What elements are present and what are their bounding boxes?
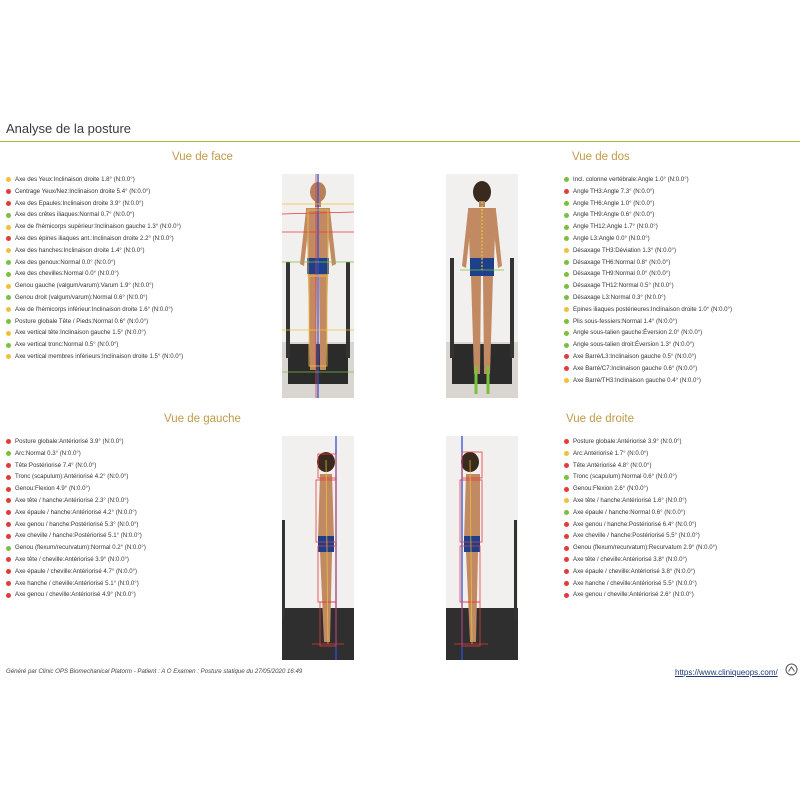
- measurement-label: Axe tête / cheville :: [573, 554, 622, 566]
- status-dot-icon: [6, 546, 11, 551]
- measurement-label: Axe des Epaules :: [15, 198, 62, 210]
- measurement-value: Inclinaison gauche 1.5° (N:0.0°): [60, 329, 146, 337]
- measurement-label: Posture globale :: [15, 436, 59, 448]
- status-dot-icon: [564, 475, 569, 480]
- status-dot-icon: [564, 295, 569, 300]
- measurement-item: [6, 495, 146, 507]
- measurement-item: [6, 460, 146, 472]
- measurement-label: Axe cheville / hanche :: [573, 530, 632, 542]
- measurement-value: Postériorisé 6.4° (N:0.0°): [628, 520, 697, 528]
- person-front-view-photo: [282, 174, 354, 398]
- status-dot-icon: [564, 213, 569, 218]
- status-dot-icon: [6, 522, 11, 527]
- status-dot-icon: [6, 510, 11, 515]
- status-dot-icon: [6, 319, 11, 324]
- measurement-value: Antériorisé 2.3° (N:0.0°): [64, 496, 129, 504]
- person-back-view-photo: [446, 174, 518, 398]
- measurement-label: Désaxage L3 :: [573, 292, 611, 304]
- measurement-item: [6, 198, 183, 210]
- status-dot-icon: [564, 569, 569, 574]
- measurement-value: Recurvatum 2.9° (N:0.0°): [648, 544, 718, 552]
- measurement-label: Axe Barré/L3 :: [573, 351, 610, 363]
- measurement-item: [564, 233, 732, 245]
- measurement-label: Epines iliaques postérieures :: [573, 304, 651, 316]
- measurement-label: Axe des épines iliaques ant. :: [15, 233, 93, 245]
- status-dot-icon: [564, 546, 569, 551]
- measurement-value: Normal 0.7° (N:0.0°): [79, 211, 135, 219]
- measurement-value: Antériorisé 1.6° (N:0.0°): [622, 496, 687, 504]
- status-dot-icon: [564, 581, 569, 586]
- measurement-value: Inclinaison droite 1.8° (N:0.0°): [53, 176, 135, 183]
- measurement-value: Normal 0.0° (N:0.0°): [63, 270, 119, 278]
- status-dot-icon: [564, 522, 569, 527]
- measurement-item: [6, 530, 146, 542]
- status-dot-icon: [6, 439, 11, 444]
- measurement-value: Éversion 1.3° (N:0.0°): [635, 341, 695, 349]
- measurement-value: Normal 0.6° (N:0.0°): [93, 317, 149, 325]
- status-dot-icon: [6, 213, 11, 218]
- status-dot-icon: [564, 201, 569, 206]
- measurement-label: Tête :: [15, 460, 29, 472]
- status-dot-icon: [6, 581, 11, 586]
- measurement-value: Inclinaison gauche 0.5° (N:0.0°): [610, 352, 697, 360]
- measurement-item: [6, 507, 146, 519]
- measurement-item: [564, 578, 717, 590]
- measurement-item: [564, 589, 717, 601]
- person-left-side-view-photo: [282, 436, 354, 660]
- measurement-value: Normal 0.6° (N:0.0°): [621, 473, 677, 481]
- measurement-item: [6, 233, 183, 245]
- measurement-label: Arc :: [15, 448, 26, 460]
- measurement-label: Angle TH9 :: [573, 209, 603, 221]
- measurement-value: Antériorisé 3.9° (N:0.0°): [617, 438, 682, 445]
- measurement-value: Postériorisé 7.4° (N:0.0°): [28, 461, 97, 469]
- status-dot-icon: [564, 487, 569, 492]
- list-vue-de-face: [6, 174, 183, 363]
- measurement-value: Antériorisé 3.8° (N:0.0°): [630, 567, 696, 575]
- status-dot-icon: [564, 510, 569, 515]
- measurement-item: [6, 280, 183, 292]
- measurement-item: [564, 460, 717, 472]
- measurement-label: Angle sous-talien gauche :: [573, 327, 643, 339]
- measurement-value: Antériorisé 1.7° (N:0.0°): [583, 449, 649, 457]
- measurement-label: Axe épaule / hanche :: [15, 507, 72, 519]
- page-title: Analyse de la posture: [6, 121, 132, 136]
- status-dot-icon: [6, 260, 11, 265]
- measurement-item: [564, 351, 732, 363]
- measurement-value: Antériorisé 2.6° (N:0.0°): [629, 591, 694, 599]
- measurement-value: Varum 1.9° (N:0.0°): [100, 282, 154, 290]
- measurement-label: Axe genou / cheville :: [573, 589, 629, 601]
- status-dot-icon: [564, 439, 569, 444]
- measurement-item: [6, 589, 146, 601]
- list-vue-de-gauche: [6, 436, 146, 601]
- measurement-label: Angle L3 :: [573, 233, 599, 245]
- measurement-value: Postériorisé 5.3° (N:0.0°): [70, 520, 139, 528]
- measurement-item: [6, 339, 183, 351]
- measurement-label: Angle TH3 :: [573, 186, 603, 198]
- status-dot-icon: [564, 331, 569, 336]
- measurement-label: Axe épaule / hanche :: [573, 507, 630, 519]
- measurement-value: Inclinaison droite 1.6° (N:0.0°): [91, 305, 173, 313]
- measurement-item: [6, 186, 183, 198]
- measurement-label: Posture globale Tête / Pieds :: [15, 316, 93, 328]
- status-dot-icon: [564, 189, 569, 194]
- measurement-value: Inclinaison gauche 1.3° (N:0.0°): [95, 223, 181, 231]
- measurement-label: Arc :: [573, 448, 584, 460]
- measurement-label: Axe hanche / cheville :: [573, 578, 632, 590]
- measurement-item: [6, 327, 183, 339]
- status-dot-icon: [564, 236, 569, 241]
- status-dot-icon: [6, 331, 11, 336]
- measurement-value: Inclinaison droite 3.9° (N:0.0°): [62, 199, 144, 207]
- status-dot-icon: [564, 498, 569, 503]
- measurement-label: Désaxage TH9 :: [573, 268, 615, 280]
- measurement-item: [564, 245, 732, 257]
- measurement-value: Antériorisé 4.2° (N:0.0°): [63, 473, 129, 481]
- measurement-value: Inclinaison droite 5.4° (N:0.0°): [69, 187, 151, 195]
- measurement-value: Normal 0.0° (N:0.0°): [615, 270, 671, 278]
- measurement-label: Axe des hanches :: [15, 245, 63, 257]
- measurement-value: Angle 7.3° (N:0.0°): [603, 187, 655, 195]
- measurement-label: Tronc (scapulum) :: [573, 471, 622, 483]
- status-dot-icon: [6, 189, 11, 194]
- footer-generated-text: Généré par Clinic OPS Biomechanical Platorm - Patient : A O Examen : Posture statique du 27/05/2020 16:49: [6, 668, 303, 675]
- measurement-value: Inclinaison gauche 0.6° (N:0.0°): [611, 364, 698, 372]
- status-dot-icon: [564, 307, 569, 312]
- measurement-value: Antériorisé 4.2° (N:0.0°): [72, 508, 137, 516]
- measurement-value: Normal 0.5° (N:0.0°): [63, 341, 119, 349]
- measurement-value: Angle 1.0° (N:0.0°): [637, 176, 689, 183]
- measurement-label: Axe épaule / cheville :: [573, 566, 631, 578]
- status-dot-icon: [6, 498, 11, 503]
- measurement-label: Angle TH6 :: [573, 198, 603, 210]
- status-dot-icon: [6, 248, 11, 253]
- measurement-item: [6, 174, 183, 186]
- heading-vue-de-gauche: Vue de gauche: [164, 413, 241, 425]
- measurement-label: Axe tête / cheville :: [15, 554, 64, 566]
- status-dot-icon: [564, 343, 569, 348]
- measurement-value: Normal 0.0° (N:0.0°): [60, 258, 116, 266]
- measurement-item: [6, 578, 146, 590]
- measurement-item: [6, 268, 183, 280]
- measurement-item: [564, 327, 732, 339]
- status-dot-icon: [6, 534, 11, 539]
- measurement-label: Axe vertical membres inférieurs :: [15, 351, 102, 363]
- measurement-value: Normal 0.6° (N:0.0°): [630, 508, 686, 516]
- measurement-label: Tronc (scapulum) :: [15, 471, 64, 483]
- measurement-item: [564, 507, 717, 519]
- measurement-label: Axe genou / cheville :: [15, 589, 71, 601]
- status-dot-icon: [564, 260, 569, 265]
- measurement-label: Angle TH12 :: [573, 221, 607, 233]
- clinic-ops-logo-icon: [785, 663, 798, 676]
- status-dot-icon: [6, 569, 11, 574]
- status-dot-icon: [564, 354, 569, 359]
- measurement-item: [6, 554, 146, 566]
- measurement-item: [564, 280, 732, 292]
- status-dot-icon: [564, 534, 569, 539]
- measurement-item: [564, 519, 717, 531]
- status-dot-icon: [564, 272, 569, 277]
- measurement-item: [564, 471, 717, 483]
- measurement-label: Angle sous-talien droit :: [573, 339, 635, 351]
- measurement-label: Genou :: [15, 483, 35, 495]
- list-vue-de-dos: [564, 174, 732, 386]
- status-dot-icon: [6, 201, 11, 206]
- measurement-value: Antériorisé 5.5° (N:0.0°): [632, 579, 697, 587]
- measurement-item: [564, 363, 732, 375]
- measurement-label: Axe des Yeux :: [15, 174, 54, 186]
- measurement-value: Antériorisé 4.8° (N:0.0°): [586, 461, 652, 469]
- status-dot-icon: [6, 272, 11, 277]
- measurement-item: [564, 530, 717, 542]
- status-dot-icon: [564, 593, 569, 598]
- measurement-value: Flexion 2.6° (N:0.0°): [593, 485, 648, 493]
- measurement-item: [564, 495, 717, 507]
- measurement-item: [6, 209, 183, 221]
- measurement-item: [564, 221, 732, 233]
- measurement-item: [564, 186, 732, 198]
- status-dot-icon: [6, 475, 11, 480]
- measurement-value: Antériorisé 3.9° (N:0.0°): [59, 438, 124, 445]
- measurement-value: Normal 0.2° (N:0.0°): [90, 544, 146, 552]
- measurement-item: [6, 221, 183, 233]
- measurement-label: Genou (flexum/recurvatum) :: [573, 542, 649, 554]
- status-dot-icon: [6, 487, 11, 492]
- measurement-label: Axe Barré/TH3 :: [573, 375, 615, 387]
- measurement-value: Angle 0.6° (N:0.0°): [603, 211, 655, 219]
- measurement-label: Axe tête / hanche :: [573, 495, 622, 507]
- measurement-value: Normal 0.5° (N:0.0°): [618, 282, 674, 290]
- measurement-value: Postériorisé 5.1° (N:0.0°): [74, 532, 142, 540]
- status-dot-icon: [6, 343, 11, 348]
- measurement-value: Normal 0.3° (N:0.0°): [610, 293, 666, 301]
- measurement-label: Posture globale :: [573, 436, 617, 448]
- measurement-label: Genou droit (valgum/varum) :: [15, 292, 93, 304]
- measurement-label: Axe hanche / cheville :: [15, 578, 74, 590]
- status-dot-icon: [564, 557, 569, 562]
- measurement-value: Flexion 4.9° (N:0.0°): [35, 485, 90, 493]
- status-dot-icon: [564, 378, 569, 383]
- status-dot-icon: [6, 177, 11, 182]
- person-right-side-view-photo: [446, 436, 518, 660]
- measurement-item: [564, 257, 732, 269]
- measurement-item: [6, 304, 183, 316]
- measurement-item: [564, 566, 717, 578]
- measurement-item: [564, 448, 717, 460]
- measurement-item: [564, 436, 717, 448]
- measurement-value: Antériorisé 4.9° (N:0.0°): [71, 591, 136, 599]
- measurement-label: Désaxage TH6 :: [573, 257, 615, 269]
- measurement-label: Plis sous-fessiers :: [573, 316, 622, 328]
- status-dot-icon: [6, 307, 11, 312]
- measurement-label: Genou :: [573, 483, 593, 495]
- measurement-value: Postériorisé 5.5° (N:0.0°): [632, 532, 700, 540]
- measurement-label: Genou (flexum/recurvatum) :: [15, 542, 91, 554]
- measurement-label: Incl. colonne vertébrale :: [573, 174, 638, 186]
- measurement-label: Axe des crêtes iliaques :: [15, 209, 79, 221]
- status-dot-icon: [6, 354, 11, 359]
- measurement-item: [6, 519, 146, 531]
- measurement-label: Centrage Yeux/Nez :: [15, 186, 69, 198]
- heading-vue-de-face: Vue de face: [172, 151, 233, 163]
- measurement-label: Axe tête / hanche :: [15, 495, 64, 507]
- measurement-item: [6, 566, 146, 578]
- status-dot-icon: [6, 295, 11, 300]
- measurement-label: Axe des genoux :: [15, 257, 60, 269]
- measurement-label: Axe cheville / hanche :: [15, 530, 74, 542]
- measurement-value: Angle 1.0° (N:0.0°): [603, 199, 655, 207]
- measurement-value: Inclinaison droite 1.0° (N:0.0°): [650, 305, 733, 313]
- measurement-value: Normal 0.3° (N:0.0°): [25, 449, 81, 457]
- measurement-item: [564, 542, 717, 554]
- measurement-value: Inclinaison droite 1.5° (N:0.0°): [102, 352, 184, 360]
- status-dot-icon: [6, 284, 11, 289]
- measurement-item: [564, 483, 717, 495]
- measurement-item: [6, 542, 146, 554]
- measurement-item: [6, 483, 146, 495]
- measurement-label: Désaxage TH12 :: [573, 280, 619, 292]
- measurement-label: Axe de l'hémicorps inférieur :: [15, 304, 92, 316]
- measurement-item: [564, 554, 717, 566]
- measurement-item: [6, 257, 183, 269]
- measurement-value: Normal 0.8° (N:0.0°): [615, 258, 671, 266]
- measurement-item: [6, 351, 183, 363]
- measurement-label: Axe de l'hémicorps supérieur :: [15, 221, 95, 233]
- status-dot-icon: [564, 319, 569, 324]
- measurement-label: Désaxage TH3 :: [573, 245, 615, 257]
- measurement-item: [6, 436, 146, 448]
- heading-vue-de-dos: Vue de dos: [572, 151, 630, 163]
- measurement-value: Normal 0.6° (N:0.0°): [92, 293, 148, 301]
- measurement-value: Éversion 2.0° (N:0.0°): [643, 329, 703, 337]
- measurement-label: Axe vertical tronc :: [15, 339, 63, 351]
- status-dot-icon: [564, 225, 569, 230]
- status-dot-icon: [564, 451, 569, 456]
- measurement-item: [6, 471, 146, 483]
- status-dot-icon: [6, 593, 11, 598]
- measurement-item: [564, 375, 732, 387]
- status-dot-icon: [6, 225, 11, 230]
- status-dot-icon: [564, 177, 569, 182]
- measurement-value: Angle 0.0° (N:0.0°): [598, 234, 650, 242]
- footer-website-link[interactable]: https://www.cliniqueops.com/: [675, 668, 778, 677]
- measurement-value: Antériorisé 4.7° (N:0.0°): [72, 567, 138, 575]
- measurement-value: Antériorisé 3.9° (N:0.0°): [64, 555, 129, 563]
- measurement-item: [6, 448, 146, 460]
- measurement-item: [564, 292, 732, 304]
- list-vue-de-droite: [564, 436, 717, 601]
- measurement-label: Axe genou / hanche :: [573, 519, 629, 531]
- status-dot-icon: [6, 236, 11, 241]
- measurement-label: Axe épaule / cheville :: [15, 566, 73, 578]
- measurement-item: [564, 304, 732, 316]
- measurement-value: Inclinaison droite 2.2° (N:0.0°): [92, 234, 174, 242]
- measurement-item: [6, 245, 183, 257]
- measurement-label: Axe Barré/C7 :: [573, 363, 611, 375]
- measurement-value: Inclinaison gauche 0.4° (N:0.0°): [615, 376, 701, 384]
- status-dot-icon: [564, 463, 569, 468]
- status-dot-icon: [564, 284, 569, 289]
- title-divider: [0, 141, 800, 142]
- measurement-label: Axe vertical tête :: [15, 327, 60, 339]
- measurement-label: Tête :: [573, 460, 587, 472]
- measurement-label: Genou gauche (valgum/varum) :: [15, 280, 101, 292]
- measurement-item: [6, 292, 183, 304]
- status-dot-icon: [564, 248, 569, 253]
- measurement-value: Inclinaison droite 1.4° (N:0.0°): [63, 246, 145, 254]
- measurement-item: [564, 209, 732, 221]
- measurement-value: Antériorisé 3.8° (N:0.0°): [622, 555, 687, 563]
- measurement-item: [564, 339, 732, 351]
- measurement-item: [564, 174, 732, 186]
- status-dot-icon: [6, 451, 11, 456]
- status-dot-icon: [6, 463, 11, 468]
- status-dot-icon: [564, 366, 569, 371]
- measurement-item: [564, 198, 732, 210]
- measurement-value: Normal 1.4° (N:0.0°): [622, 317, 678, 325]
- status-dot-icon: [6, 557, 11, 562]
- measurement-label: Axe des chevilles :: [15, 268, 64, 280]
- measurement-value: Déviation 1.3° (N:0.0°): [615, 246, 677, 254]
- measurement-value: Antériorisé 5.1° (N:0.0°): [74, 579, 139, 587]
- measurement-item: [564, 316, 732, 328]
- measurement-label: Axe genou / hanche :: [15, 519, 71, 531]
- measurement-value: Angle 1.7° (N:0.0°): [606, 223, 658, 231]
- measurement-item: [564, 268, 732, 280]
- measurement-item: [6, 316, 183, 328]
- heading-vue-de-droite: Vue de droite: [566, 413, 634, 425]
